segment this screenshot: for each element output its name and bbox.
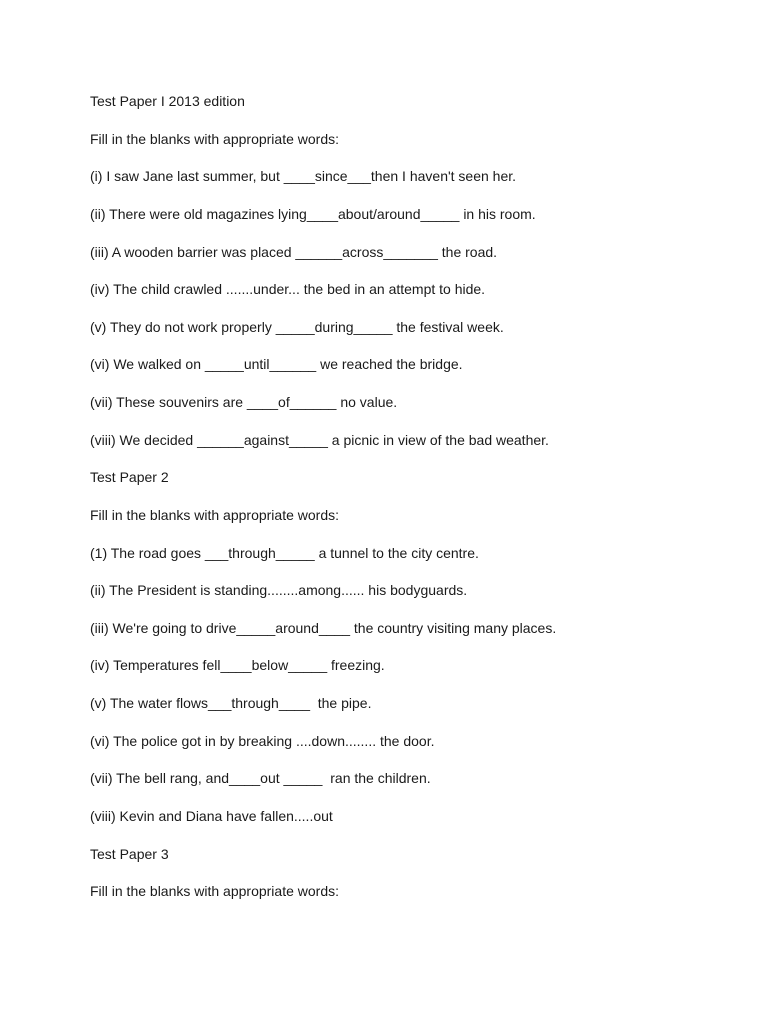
- question-line: (iv) Temperatures fell____below_____ freezing.: [90, 657, 385, 673]
- question-line: (ii) The President is standing........among...... his bodyguards.: [90, 582, 468, 598]
- question-line: (iii) A wooden barrier was placed ______across_______ the road.: [90, 244, 498, 260]
- question-line: (iv) The child crawled .......under... the bed in an attempt to hide.: [90, 281, 486, 297]
- test-paper-2-title: Test Paper 2: [90, 469, 169, 485]
- question-line: (i) I saw Jane last summer, but ____since___then I haven't seen her.: [90, 168, 517, 184]
- question-line: (viii) Kevin and Diana have fallen.....out: [90, 808, 333, 824]
- question-line: (1) The road goes ___through_____ a tunnel to the city centre.: [90, 545, 479, 561]
- question-line: (vi) We walked on _____until______ we reached the bridge.: [90, 356, 463, 372]
- question-line: (vi) The police got in by breaking ....down........ the door.: [90, 733, 435, 749]
- question-line: (viii) We decided ______against_____ a picnic in view of the bad weather.: [90, 432, 549, 448]
- test-paper-2-instruction: Fill in the blanks with appropriate words:: [90, 507, 340, 523]
- test-paper-3-title: Test Paper 3: [90, 846, 169, 862]
- question-line: (iii) We're going to drive_____around____ the country visiting many places.: [90, 620, 557, 636]
- test-paper-1-title: Test Paper I 2013 edition: [90, 93, 245, 109]
- question-line: (vii) The bell rang, and____out _____ ran the children.: [90, 770, 431, 786]
- test-paper-3-instruction: Fill in the blanks with appropriate words:: [90, 883, 340, 899]
- test-paper-1-instruction: Fill in the blanks with appropriate words:: [90, 131, 340, 147]
- question-line: (v) They do not work properly _____during_____ the festival week.: [90, 319, 504, 335]
- question-line: (v) The water flows___through____ the pipe.: [90, 695, 372, 711]
- question-line: (vii) These souvenirs are ____of______ no value.: [90, 394, 398, 410]
- question-line: (ii) There were old magazines lying____about/around_____ in his room.: [90, 206, 536, 222]
